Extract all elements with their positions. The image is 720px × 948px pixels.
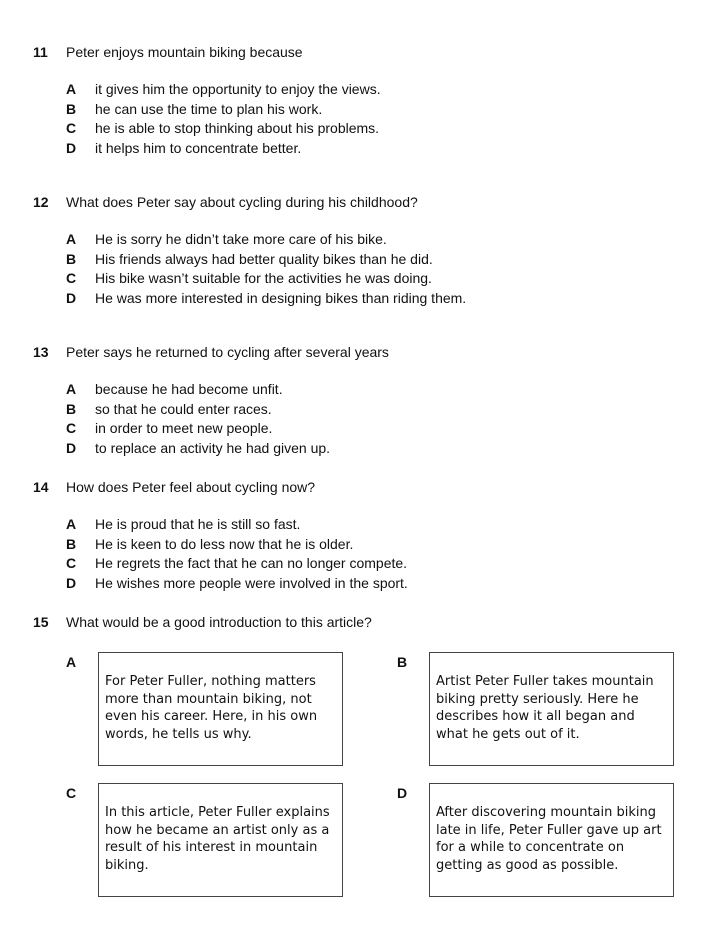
option-d[interactable] bbox=[0, 439, 720, 459]
option-letter: A bbox=[66, 81, 77, 97]
question-number: 14 bbox=[33, 479, 49, 495]
option-d[interactable] bbox=[0, 574, 720, 594]
option-text: He is keen to do less now that he is older. bbox=[95, 535, 354, 552]
option-text: to replace an activity he had given up. bbox=[95, 439, 331, 456]
question-prompt: How does Peter feel about cycling now? bbox=[66, 479, 316, 495]
option-c[interactable] bbox=[0, 269, 720, 289]
box-text: In this article, Peter Fuller explains how he became an artist only as a result of his interest in mountain biking. bbox=[105, 805, 330, 873]
option-letter: D bbox=[66, 439, 77, 456]
option-letter: A bbox=[66, 231, 77, 247]
option-letter: B bbox=[66, 400, 77, 417]
option-text: His friends always had better quality bikes than he did. bbox=[95, 250, 433, 267]
question-15 bbox=[0, 612, 720, 632]
option-a[interactable] bbox=[0, 80, 720, 100]
option-c[interactable] bbox=[0, 419, 720, 439]
question-header bbox=[0, 612, 720, 632]
answer-box-c[interactable] bbox=[98, 783, 343, 897]
option-letter: D bbox=[66, 139, 77, 156]
question-11 bbox=[0, 42, 720, 158]
question-14 bbox=[0, 477, 720, 593]
question-13 bbox=[0, 342, 720, 458]
box-letter-d: D bbox=[397, 785, 408, 801]
option-text: it helps him to concentrate better. bbox=[95, 139, 302, 156]
options-list bbox=[0, 380, 720, 458]
option-text: it gives him the opportunity to enjoy the views. bbox=[95, 81, 381, 97]
answer-box-d[interactable] bbox=[429, 783, 674, 897]
option-b[interactable] bbox=[0, 400, 720, 420]
option-text: He is proud that he is still so fast. bbox=[95, 516, 301, 532]
option-text: so that he could enter races. bbox=[95, 400, 272, 417]
option-letter: A bbox=[66, 381, 77, 397]
option-letter: C bbox=[66, 555, 77, 571]
option-a[interactable] bbox=[0, 515, 720, 535]
option-letter: C bbox=[66, 420, 77, 436]
option-c[interactable] bbox=[0, 119, 720, 139]
option-text: he is able to stop thinking about his problems. bbox=[95, 120, 380, 136]
option-letter: B bbox=[66, 250, 77, 267]
question-header bbox=[0, 192, 720, 212]
option-text: His bike wasn’t suitable for the activities he was doing. bbox=[95, 270, 432, 286]
option-letter: C bbox=[66, 270, 77, 286]
question-number: 11 bbox=[33, 44, 48, 60]
answer-box-b[interactable] bbox=[429, 652, 674, 766]
question-header bbox=[0, 42, 720, 62]
option-letter: A bbox=[66, 516, 77, 532]
options-list bbox=[0, 515, 720, 593]
box-letter-b: B bbox=[397, 654, 408, 670]
option-text: He wishes more people were involved in the sport. bbox=[95, 574, 408, 591]
option-c[interactable] bbox=[0, 554, 720, 574]
option-d[interactable] bbox=[0, 289, 720, 309]
option-text: because he had become unfit. bbox=[95, 381, 283, 397]
option-text: He regrets the fact that he can no longer compete. bbox=[95, 555, 408, 571]
options-list bbox=[0, 230, 720, 308]
options-list bbox=[0, 80, 720, 158]
question-prompt: What does Peter say about cycling during his childhood? bbox=[66, 194, 418, 210]
question-prompt: Peter says he returned to cycling after several years bbox=[66, 344, 389, 360]
option-a[interactable] bbox=[0, 380, 720, 400]
option-letter: B bbox=[66, 100, 77, 117]
question-number: 15 bbox=[33, 614, 49, 630]
option-b[interactable] bbox=[0, 100, 720, 120]
option-text: He was more interested in designing bikes than riding them. bbox=[95, 289, 467, 306]
question-12 bbox=[0, 192, 720, 308]
option-a[interactable] bbox=[0, 230, 720, 250]
option-letter: C bbox=[66, 120, 77, 136]
box-text: Artist Peter Fuller takes mountain biking pretty seriously. Here he describes how it all began and what he gets out of it. bbox=[436, 674, 654, 742]
box-text: For Peter Fuller, nothing matters more than mountain biking, not even his career. Here, in his own words, he tells us why. bbox=[105, 674, 318, 742]
question-prompt: What would be a good introduction to this article? bbox=[66, 614, 372, 630]
option-b[interactable] bbox=[0, 250, 720, 270]
option-text: He is sorry he didn’t take more care of his bike. bbox=[95, 231, 387, 247]
option-letter: D bbox=[66, 574, 77, 591]
answer-box-a[interactable] bbox=[98, 652, 343, 766]
option-letter: D bbox=[66, 289, 77, 306]
option-b[interactable] bbox=[0, 535, 720, 555]
option-text: he can use the time to plan his work. bbox=[95, 100, 323, 117]
question-prompt: Peter enjoys mountain biking because bbox=[66, 44, 303, 60]
option-letter: B bbox=[66, 535, 77, 552]
box-letter-a: A bbox=[66, 654, 77, 670]
question-header bbox=[0, 477, 720, 497]
question-number: 12 bbox=[33, 194, 49, 210]
question-number: 13 bbox=[33, 344, 49, 360]
option-text: in order to meet new people. bbox=[95, 420, 273, 436]
option-d[interactable] bbox=[0, 139, 720, 159]
question-header bbox=[0, 342, 720, 362]
box-letter-c: C bbox=[66, 785, 77, 801]
box-text: After discovering mountain biking late in life, Peter Fuller gave up art for a while to concentrate on getting as good as possible. bbox=[436, 805, 662, 873]
